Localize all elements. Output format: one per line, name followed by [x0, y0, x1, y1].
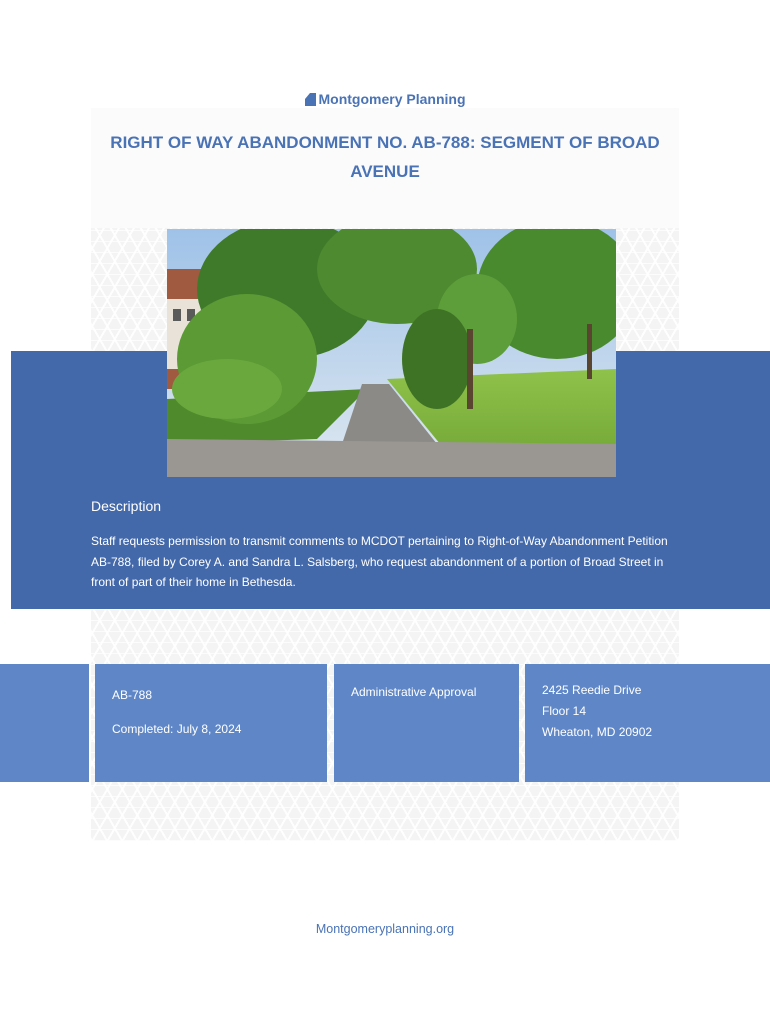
info-card-review-type	[334, 664, 519, 782]
address-line-3: Wheaton, MD 20902	[542, 725, 653, 739]
info-card-address	[525, 664, 770, 782]
page-title: RIGHT OF WAY ABANDONMENT NO. AB-788: SEGMENT OF BROAD AVENUE	[110, 133, 660, 181]
logo-text: Montgomery Planning	[318, 91, 466, 107]
hero-photo	[167, 229, 616, 477]
address-line-1: 2425 Reedie Drive	[542, 683, 642, 697]
info-card-left-edge	[0, 664, 89, 782]
address-line-2: Floor 14	[542, 704, 587, 718]
description-text: Staff requests permission to transmit comments to MCDOT pertaining to Right-of-Way Abandonment Petition AB-788, filed by Corey A. and Sandra L. Salsberg, who request abandonment of a portion of Broad Street in front of part of their home in Bethesda.	[91, 534, 668, 589]
montgomery-planning-logo-icon	[305, 93, 316, 106]
review-type: Administrative Approval	[351, 685, 477, 699]
footer-website-link[interactable]: Montgomeryplanning.org	[315, 922, 455, 936]
case-number: AB-788	[112, 688, 153, 702]
info-card-case	[95, 664, 327, 782]
completed-date: Completed: July 8, 2024	[112, 722, 242, 736]
montgomery-planning-logo[interactable]	[0, 91, 770, 107]
description-heading: Description	[91, 498, 162, 514]
